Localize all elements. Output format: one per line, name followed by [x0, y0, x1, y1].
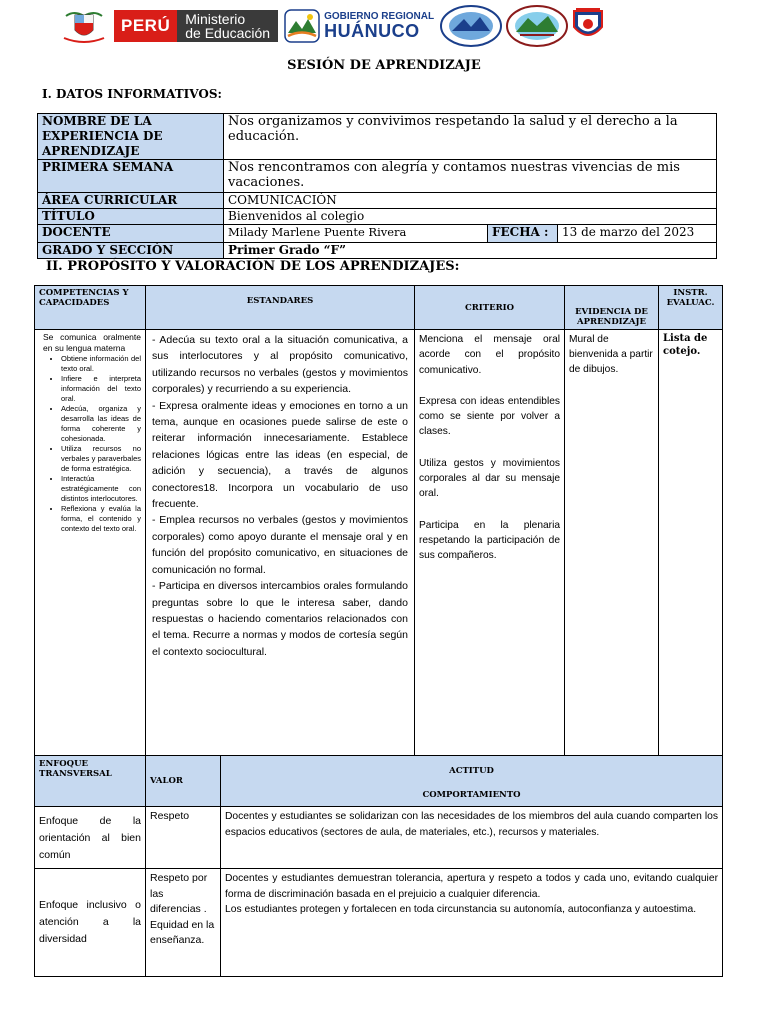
- actitud-2b: Los estudiantes protegen y fortalecen en toda circunstancia su autonomía, autoconfianza y autoestima.: [225, 904, 697, 915]
- region-line-1: GOBIERNO REGIONAL: [324, 11, 435, 22]
- section-1-title: I. DATOS INFORMATIVOS:: [42, 87, 222, 101]
- estandar-item: - Emplea recursos no verbales (gestos y movimientos corporales) como apoyo durante el mensaje oral y en función del propósito comunicativo, en situaciones de comunicación no formal.: [152, 514, 408, 576]
- capacidad-item: • Utiliza recursos no verbales y paraverbales de forma estratégica.: [61, 444, 141, 474]
- regional-government-logo: [284, 9, 434, 43]
- header-estandares: ESTANDARES: [146, 286, 415, 330]
- docente-value: Milady Marlene Puente Rivera: [224, 225, 488, 243]
- valor-2-cell: [146, 869, 221, 977]
- capacidad-item: • Reflexiona y evalúa la forma, el contenido y contexto del texto oral.: [61, 504, 141, 534]
- criterio-item: Participa en la plenaria respetando la participación de sus compañeros.: [419, 519, 560, 562]
- competencia-cell: [35, 330, 146, 756]
- school-seal-icon: [506, 5, 552, 47]
- peru-logo: PERÚ: [114, 10, 177, 42]
- valor-1: Respeto: [146, 807, 221, 869]
- criterio-item: Expresa con ideas entendibles como se siente por volver a clases.: [419, 395, 560, 438]
- header-comportamiento-label: COMPORTAMIENTO: [422, 790, 521, 800]
- header-evidencia: EVIDENCIA DE APRENDIZAJE: [565, 286, 659, 330]
- titulo-label: TÍTULO: [38, 209, 224, 225]
- experiencia-label: NOMBRE DE LA EXPERIENCIA DE APRENDIZAJE: [38, 114, 224, 160]
- header-actitud: [221, 756, 723, 807]
- estandar-item: - Expresa oralmente ideas y emociones en torno a un tema, aunque en ocasiones puede salirse de este o reiterar información innecesariamente. Establece relaciones lógicas entre las ideas (en especial, de adición y secuencia), a través de algunos conectores18. Incorpora un vocabulario de uso frecuente.: [152, 399, 408, 511]
- enfoque-2: Enfoque inclusivo o atención a la diversidad: [35, 869, 146, 977]
- actitud-2-cell: [221, 869, 723, 977]
- regional-emblem-icon: [284, 9, 320, 43]
- grado-label: GRADO Y SECCIÓN: [38, 243, 224, 259]
- header-criterio: CRITERIO: [415, 286, 565, 330]
- enfoque-1: Enfoque de la orientación al bien común: [35, 807, 146, 869]
- ministry-line-1: Ministerio: [185, 11, 246, 27]
- fecha-value: 13 de marzo del 2023: [558, 225, 717, 243]
- semana-value: Nos rencontramos con alegría y contamos nuestras vivencias de mis vacaciones.: [224, 160, 717, 193]
- document-title: SESIÓN DE APRENDIZAJE: [287, 58, 481, 73]
- capacidad-item: • Adecúa, organiza y desarrolla las ideas de forma coherente y cohesionada.: [61, 404, 141, 444]
- area-label: ÁREA CURRICULAR: [38, 193, 224, 209]
- area-value: COMUNICACIÓN: [224, 193, 717, 209]
- estandares-cell: [146, 330, 415, 756]
- ministry-logo: [177, 10, 278, 42]
- logo-bar: [60, 6, 612, 46]
- header-competencias: COMPETENCIAS Y CAPACIDADES: [35, 286, 146, 330]
- titulo-value: Bienvenidos al colegio: [224, 209, 717, 225]
- instrumento-cell: Lista de cotejo.: [659, 330, 723, 756]
- estandar-item: - Participa en diversos intercambios orales formulando preguntas sobre lo que le interesa saber, dando respuestas o haciendo comentarios relacionados con el tema. Recurre a normas y modos de cortesía según el contexto sociocultural.: [152, 580, 408, 658]
- capacidad-item: • Interactúa estratégicamente con distintos interlocutores.: [61, 474, 141, 504]
- capacidad-item: • Infiere e interpreta información del texto oral.: [61, 374, 141, 404]
- valor-2: Respeto por las diferencias .: [150, 872, 208, 915]
- header-valor: VALOR: [146, 756, 221, 807]
- estandar-item: - Adecúa su texto oral a la situación comunicativa, a sus interlocutores y al propósito comunicativo, utilizando recursos no verbales (gestos y movimientos corporales) y recurriendo a su experiencia.: [152, 334, 408, 396]
- valor-2b: Equidad en la enseñanza.: [150, 918, 215, 946]
- ministry-line-2: de Educación: [185, 25, 271, 41]
- grado-value: Primer Grado “F”: [224, 243, 717, 259]
- institution-seal-icon: [440, 5, 486, 47]
- info-table: [37, 113, 717, 259]
- criterio-item: Utiliza gestos y movimientos corporales al dar su mensaje oral.: [419, 457, 560, 500]
- actitud-1: Docentes y estudiantes se solidarizan con las necesidades de los miembros del aula cuando comparten los espacios educativos (sectores de aula, de materiales, etc.), recursos y materiales.: [221, 807, 723, 869]
- docente-label: DOCENTE: [38, 225, 224, 243]
- section-2-title: II. PROPÓSITO Y VALORACIÓN DE LOS APRENDIZAJES:: [46, 259, 460, 274]
- learning-table: [34, 285, 723, 977]
- criterio-item: Menciona el mensaje oral acorde con el propósito comunicativo.: [419, 334, 560, 376]
- national-shield-icon: [60, 8, 108, 44]
- school-shield-icon: [570, 7, 606, 45]
- fecha-label: FECHA :: [488, 225, 558, 243]
- capacidad-item: • Obtiene información del texto oral.: [61, 354, 141, 374]
- criterio-cell: [415, 330, 565, 756]
- capacidades-list: [39, 354, 141, 534]
- header-instrumento: INSTR. EVALUAC.: [659, 286, 723, 330]
- estandares-list: [152, 332, 408, 660]
- competencia-intro: Se comunica oralmente en su lengua materna: [43, 332, 141, 353]
- semana-label: PRIMERA SEMANA: [38, 160, 224, 193]
- actitud-2: Docentes y estudiantes demuestran tolerancia, apertura y respeto a todos y cada uno, evitando cualquier forma de discriminación basada en el prejuicio a cualquier diferencia.: [225, 873, 718, 900]
- evidencia-cell: Mural de bienvenida a partir de dibujos.: [565, 330, 659, 756]
- header-actitud-label: ACTITUD: [449, 766, 494, 776]
- experiencia-value: Nos organizamos y convivimos respetando la salud y el derecho a la educación.: [224, 114, 717, 160]
- header-enfoque: ENFOQUE TRANSVERSAL: [35, 756, 146, 807]
- region-line-2: HUÁNUCO: [324, 21, 420, 41]
